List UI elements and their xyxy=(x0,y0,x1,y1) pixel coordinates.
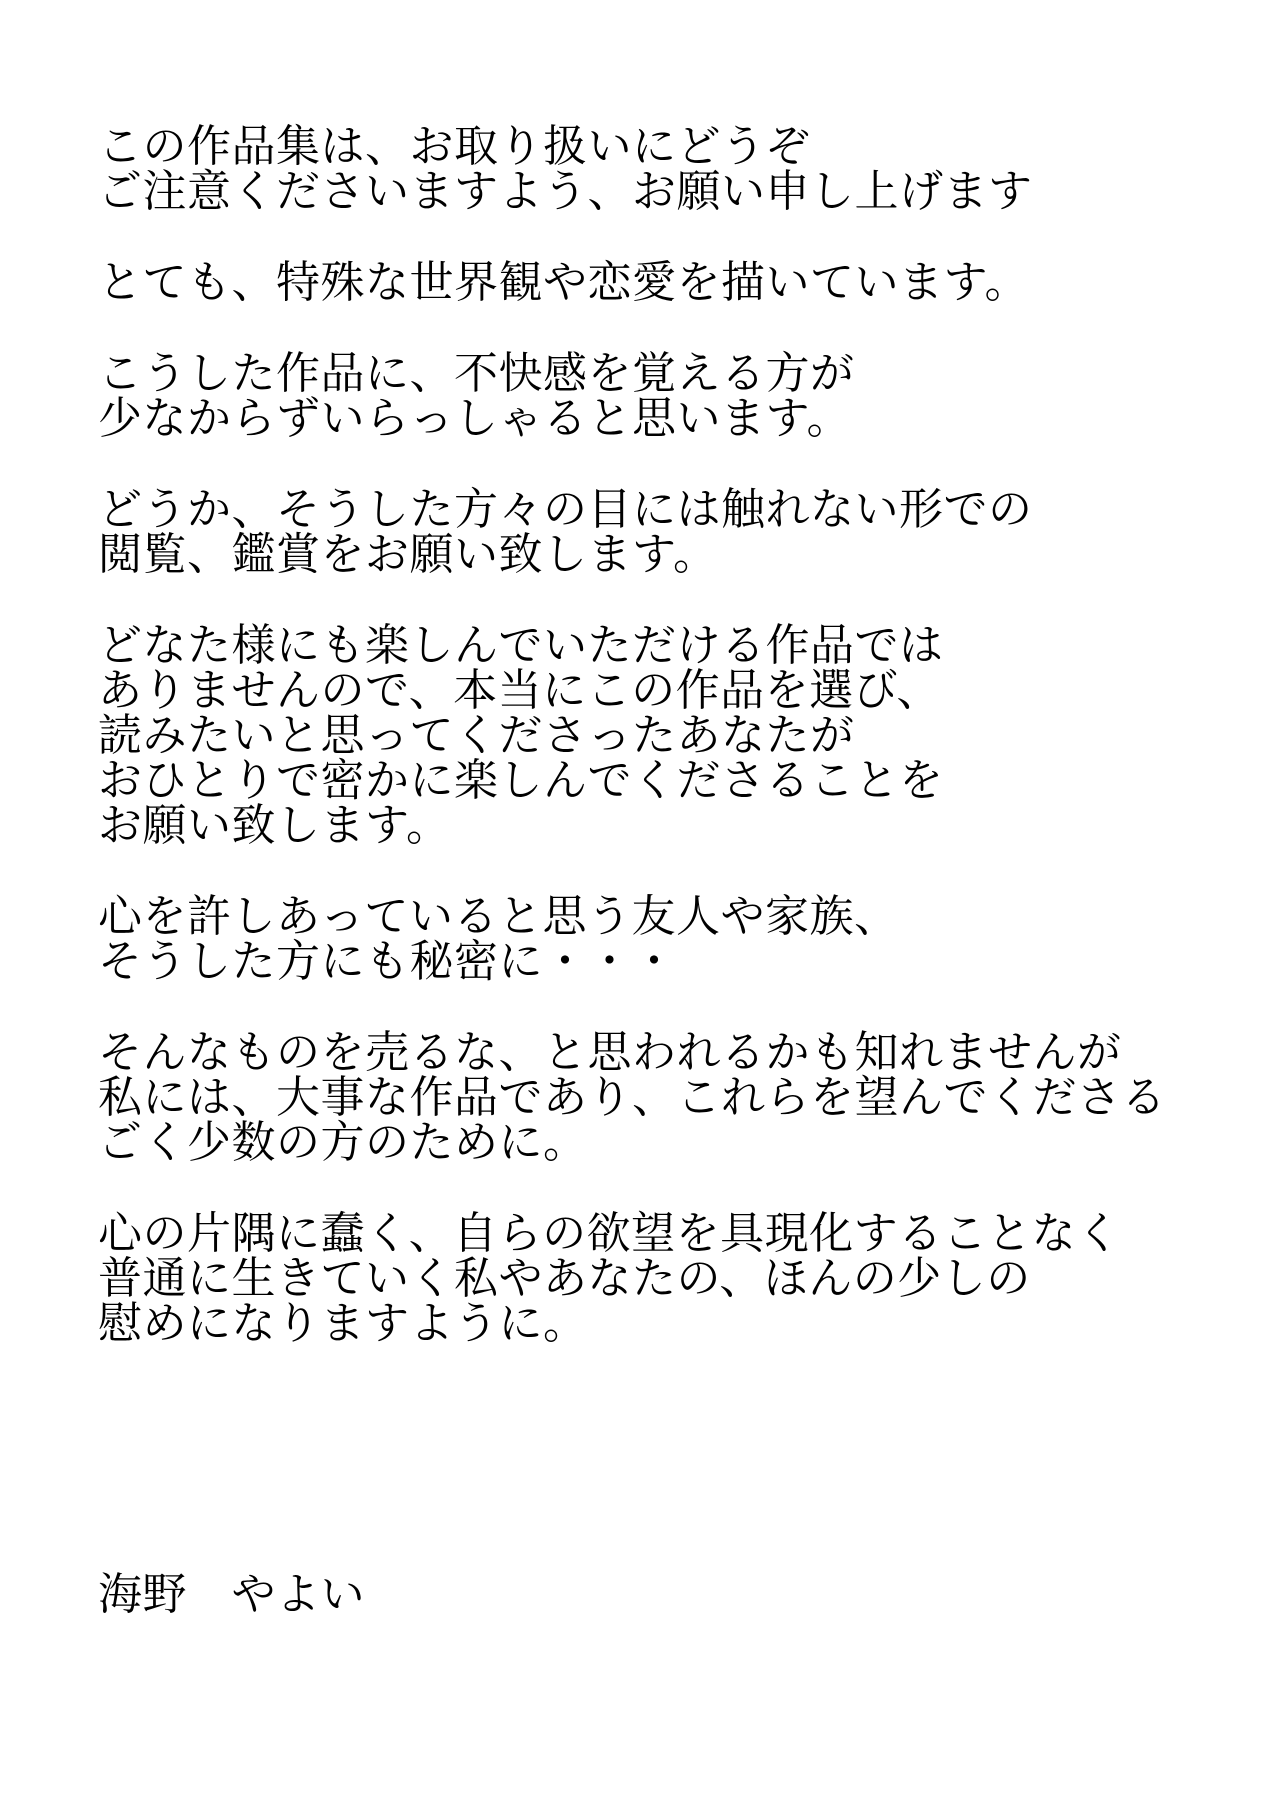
text-line: こうした作品に、不快感を覚える方が xyxy=(98,348,855,399)
text-line: どなた様にも楽しんでいただける作品では xyxy=(98,620,944,671)
text-line: おひとりで密かに楽しんでくださることを xyxy=(98,755,944,806)
paragraph xyxy=(98,1027,1258,1168)
text-line: とても、特殊な世界観や恋愛を描いています。 xyxy=(98,257,1029,308)
text-line: 私には、大事な作品であり、これらを望んでくださる xyxy=(98,1072,1166,1123)
text-line: ごく少数の方のために。 xyxy=(98,1117,588,1168)
text-line: 読みたいと思ってくださったあなたが xyxy=(98,710,855,761)
text-line: そうした方にも秘密に・・・ xyxy=(98,936,677,987)
paragraph xyxy=(98,348,1258,444)
text-line: 少なからずいらっしゃると思います。 xyxy=(98,393,851,444)
text-line: お願い致します。 xyxy=(98,800,451,851)
document-body xyxy=(98,121,1258,1392)
text-line: ありませんので、本当にこの作品を選び、 xyxy=(98,665,941,716)
text-line: この作品集は、お取り扱いにどうぞ xyxy=(98,121,810,172)
text-line: 心の片隅に蠢く、自らの欲望を具現化することなく xyxy=(98,1208,1121,1259)
text-line: 普通に生きていく私やあなたの、ほんの少しの xyxy=(98,1253,1031,1304)
paragraph xyxy=(98,121,1258,217)
text-line: 心を許しあっていると思う友人や家族、 xyxy=(98,891,899,942)
paragraph xyxy=(98,1208,1258,1349)
text-line: 閲覧、鑑賞をお願い致します。 xyxy=(98,529,718,580)
text-line: そんなものを売るな、と思われるかも知れませんが xyxy=(98,1027,1122,1078)
paragraph xyxy=(98,620,1258,851)
author-signature: 海野 やよい xyxy=(98,1569,365,1620)
paragraph xyxy=(98,484,1258,580)
text-line: ご注意くださいますよう、お願い申し上げます xyxy=(98,166,1033,217)
paragraph xyxy=(98,891,1258,987)
paragraph xyxy=(98,257,1258,308)
text-line: 慰めになりますように。 xyxy=(98,1298,588,1349)
text-line: どうか、そうした方々の目には触れない形での xyxy=(98,484,1033,535)
